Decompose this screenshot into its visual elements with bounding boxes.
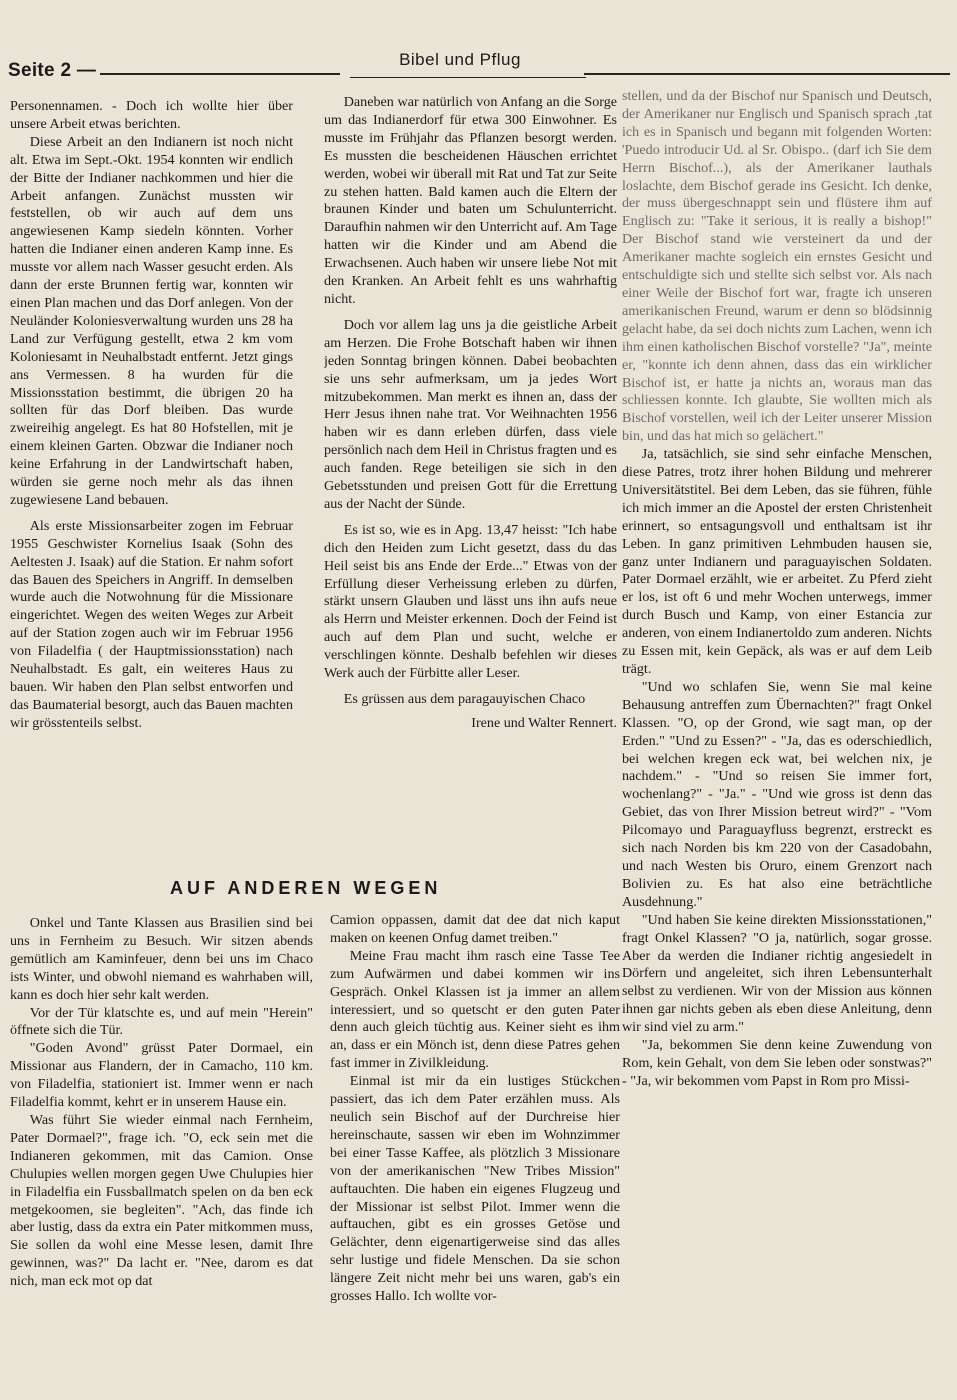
article-column-3 bbox=[622, 88, 932, 1388]
article-column-2 bbox=[324, 94, 617, 854]
paragraph: "Und wo schlafen Sie, wenn Sie mal keine Behausung antreffen zum Übernachten?" fragt Onkel Klassen. "O, op der Grond, wie sagt man, op der Erden." "Und zu Essen?" - "Ja, das es oderschiedlich, bei welchen kregen eck wat, bei welchen nix, je nachdem." - "Und so reisen Sie immer fort, wochenlang?" - "Ja." - "Und wie gross ist denn das Gebiet, das von Ihrer Mission betreut wird?" - "Vom Pilcomayo und Paraguayfluss begrenzt, erstreckt es sich nach Norden bis km 220 von der Casadobahn, und nach Westen bis Oruro, einem Grenzort nach Bolivien zu. Es hat also eine beträchtliche Ausdehnung." bbox=[622, 678, 932, 910]
paragraph: "Und haben Sie keine direkten Missionsstationen," fragt Onkel Klassen? "O ja, natürlich, sogar grosse. Aber da werden die Indianer richtig angesiedelt in Dörfern und angeleitet, sich ihren Lebensunterhalt selbst zu verdienen. Wir von der Mission aus können ihnen gar nichts geben als eben diese Anleitung, denn wir sind viel zu arm." bbox=[622, 911, 932, 1036]
paragraph: Onkel und Tante Klassen aus Brasilien sind bei uns in Fernheim zu Besuch. Wir sitzen abends gemütlich am Kaminfeuer, denn bei uns im Chaco ists Winter, und obwohl niemand es wahrhaben will, kann es doch hier sehr kalt werden. bbox=[10, 915, 313, 1003]
article-column-1 bbox=[10, 98, 293, 858]
paragraph: Was führt Sie wieder einmal nach Fernheim, Pater Dormael?", frage ich. "O, eck sein met die Indianeren gekommen, mit das Camion. Onse Chulupies wellen morgen gegen Uwe Chulupies hier in Filadelfia ein Fussballmatch spelen on da ben eck metgekoomen, sie begleiten". "Ach, das finde ich aber lustig, dass da extra ein Pater mitkommen muss, Sie sollen da wohl eine Messe lesen, damit Ihre gewinnen, was?" Da lacht er. "Nee, darom es dat nich, man eck mot op dat bbox=[10, 1111, 313, 1290]
page-number: Seite 2 — bbox=[8, 60, 97, 81]
paragraph: "Ja, bekommen Sie denn keine Zuwendung von Rom, kein Gehalt, von dem Sie leben oder sonstwas?" - "Ja, wir bekommen vom Papst in Rom pro Missi- bbox=[622, 1037, 932, 1089]
header-title-underline bbox=[350, 77, 586, 78]
paragraph: stellen, und da der Bischof nur Spanisch und Deutsch, der Amerikaner nur Englisch und Spanisch sprach ,tat ich es in Spanisch und begann mit folgenden Worten: 'Puedo introducir Ud. al Sr. Obispo.. (darf ich Sie dem Herrn Bischof...), als der Amerikaner lauthals loslachte, dem Bischof gerade ins Gesicht. Ich denke, der muss übergeschnappt sein und flüstere ihm auf Englisch zu: "Take it serious, it is really a bishop!" Der Bischof stand wie versteinert da und der Amerikaner machte sogleich ein ernstes Gesicht und entschuldigte sich und stellte sich selbst vor. Als nach einer Weile der Bischof fort war, fragte ich unseren amerikanischen Freund, warum er denn so blödsinnig gelacht habe, da sei doch nichts zum Lachen, wenn ich ihm einen katholischen Bischof vorstelle? "Ja", meinte er, "konnte ich denn ahnen, dass das ein wirklicher Bischof ist, er hatte ja nichts an, woraus man das schliessen konnte. Ich glaubte, Sie wollten mich als Bischof vorstellen, weil ich der Leiter unserer Mission bin, und das hat mich so gelächert." bbox=[622, 88, 932, 445]
paragraph: Einmal ist mir da ein lustiges Stückchen passiert, das ich dem Pater erzählen muss. Als neulich sein Bischof auf der Durchreise hier hereinschaute, sassen wir eben im Wohnzimmer bei einer Tasse Kaffee, als plötzlich 3 Missionare von der amerikanischen "New Tribes Mission" auftauchten. Die haben ein eigenes Flugzeug und der Missionar ist selbst Pilot. Immer wenn die auftauchen, gibt es ein grosses Getöse und Gelächter, denn eigenartigerweise sind das alles sehr lustige und fidele Menschen. Da sie schon längere Zeit nicht mehr bei uns waren, gab's ein grosses Hallo. Ich wollte vor- bbox=[330, 1073, 620, 1305]
paragraph: Als erste Missionsarbeiter zogen im Februar 1955 Geschwister Kornelius Isaak (Sohn des Aeltesten J. Isaak) auf die Station. Er nahm sofort das Bauen des Speichers in Angriff. In demselben wurde auch die Notwohnung für die Missionare eingerichtet. Wegen des weiten Weges zur Arbeit auf der Station zogen auch wir im Februar 1956 von Filadelfia ( der Hauptmissionsstation) nach Neuhalbstadt. Es galt, ein weiteres Haus zu bauen. Wir haben den Plan selbst entworfen und das Baumaterial besorgt, auch das Bauen machten wir grösstenteils selbst. bbox=[10, 517, 293, 731]
greeting: Es grüssen aus dem paragauyischen Chaco bbox=[343, 691, 586, 707]
paragraph: Camion oppassen, damit dat dee dat nich kaput maken on keenen Onfug damet treiben." bbox=[330, 912, 620, 946]
paragraph: Doch vor allem lag uns ja die geistliche Arbeit am Herzen. Die Frohe Botschaft haben wir ihnen jeden Sonntag bringen können. Dabei beobachten sie uns sehr aufmerksam, um ja jedes Wort mitzubekommen. Man merkt es ihnen an, dass der Herr Jesus ihnen nahe trat. Vor Weihnachten 1956 haben wir es dann erleben dürfen, dass viele persönlich nach dem Heil in Christus fragten und es auch fanden. Rege beteiligen sie sich in den Gebetsstunden und preisen Gott für die Errettung aus der Nacht der Sünde. bbox=[324, 316, 617, 512]
paragraph: Diese Arbeit an den Indianern ist noch nicht alt. Etwa im Sept.-Okt. 1954 konnten wir endlich der Bitte der Indianer nachkommen und hier die Arbeit anfangen. Zunächst mussten wir feststellen, ob wir auch auf dem uns angewiesenen Kamp siedeln könnten. Vorher hatten die Indianer einen anderen Kamp inne. Es musste vor allem nach Wasser gesucht erden. Als dann der erste Brunnen fertig war, konnten wir einen Plan machen und das Dorf anlegen. Von der Neuländer Koloniesverwaltung wurden uns 28 ha Land zur Verfügung gestellt, etwa 2 km vom Koloniesamt in Neuhalbstadt entfernt. Jetzt gings ans Vermessen. 8 ha wurden für die Missionsstation bestimmt, die übrigen 20 ha sollten für das Dorf bleiben. Das wurde zweireihig angelegt. Es hat 80 Hofstellen, mit je einem kleinen Garten. Obzwar die Indianer noch keine Erfahrung in der Landwirtschaft haben, würden sie gerne noch mehr als das ihnen zugewiesene Land bebauen. bbox=[10, 133, 293, 508]
section-heading: AUF ANDEREN WEGEN bbox=[170, 878, 442, 898]
paragraph: Meine Frau macht ihm rasch eine Tasse Tee zum Aufwärmen und dabei kommen wir ins Gespräch. Onkel Klassen ist ja immer an allem interessiert, und so quetscht er den guten Pater denn auch gleich tüchtig aus. Keiner sieht es ihm an, dass er ein Mönch ist, denn diese Patres gehen fast immer in Zivilkleidung. bbox=[330, 947, 620, 1072]
header-rule-left bbox=[100, 73, 340, 75]
paragraph: Daneben war natürlich von Anfang an die Sorge um das Indianerdorf für etwa 300 Einwohner. Es musste im Frühjahr das Pflanzen besorgt werden. Es mussten die bescheidenen Häuschen errichtet werden, wobei wir überall mit Rat und Tat zur Seite zu stehen hatten. Bald kamen auch die Eltern der braunen Kinder und baten um Schulunterricht. Daraufhin nahmen wir den Unterricht auf. Am Tage hatten wir die Kinder und am Abend die Erwachsenen. Auch haben wir unsere liebe Not mit den Kranken. An Arbeit fehlt es uns wahrhaftig nicht. bbox=[324, 94, 617, 307]
publication-title: Bibel und Pflug bbox=[399, 50, 521, 69]
paragraph: Es ist so, wie es in Apg. 13,47 heisst: "Ich habe dich den Heiden zum Licht gesetzt, dass du das Heil seist bis ans Ende der Erde..." Etwas von der Erfüllung dieser Verheissung erleben zu dürfen, stärkt unsern Glauben und lässt uns ihn aufs neue als Herrn und Meister erkennen. Doch der Feind ist auch auf dem Plan und sucht, welche er verschlingen könnte. Deshalb befehlen wir dieses Werk auch der Fürbitte aller Leser. bbox=[324, 521, 617, 682]
story-column-1 bbox=[10, 915, 313, 1385]
paragraph: "Goden Avond" grüsst Pater Dormael, ein Missionar aus Flandern, der in Camacho, 110 km. von Filadelfia, stationiert ist. Immer wenn er nach Filadelfia kommt, kehrt er in unserem Hause ein. bbox=[10, 1040, 313, 1111]
signature: Irene und Walter Rennert. bbox=[471, 714, 617, 731]
header-rule-right bbox=[584, 73, 950, 75]
paragraph: Ja, tatsächlich, sie sind sehr einfache Menschen, diese Patres, trotz ihrer hohen Bildung und mehrerer Universitätstitel. Bei dem Leben, das sie führen, fühle ich mich immer an die Apostel der ersten Christenheit erinnert, so entsagungsvoll und enthaltsam ist ihr Leben. In ganz primitiven Lehmbuden hausen sie, ganz unter Indianern und paraguayischen Soldaten. Pater Dormael erzählt, wie er arbeitet. Zu Pferd zieht er los, ist oft 6 und mehr Wochen unterwegs, immer durch Busch und Kamp, von einer Estancia zur anderen, von einem Indianertoldo zum anderen. Nichts zu Essen mit, kein Gepäck, als was er auf dem Leib trägt. bbox=[622, 446, 932, 677]
story-column-2 bbox=[330, 912, 620, 1382]
paragraph: Vor der Tür klatschte es, und auf mein "Herein" öffnete sich die Tür. bbox=[10, 1004, 313, 1039]
paragraph: Personennamen. - Doch ich wollte hier über unsere Arbeit etwas berichten. bbox=[10, 98, 293, 132]
